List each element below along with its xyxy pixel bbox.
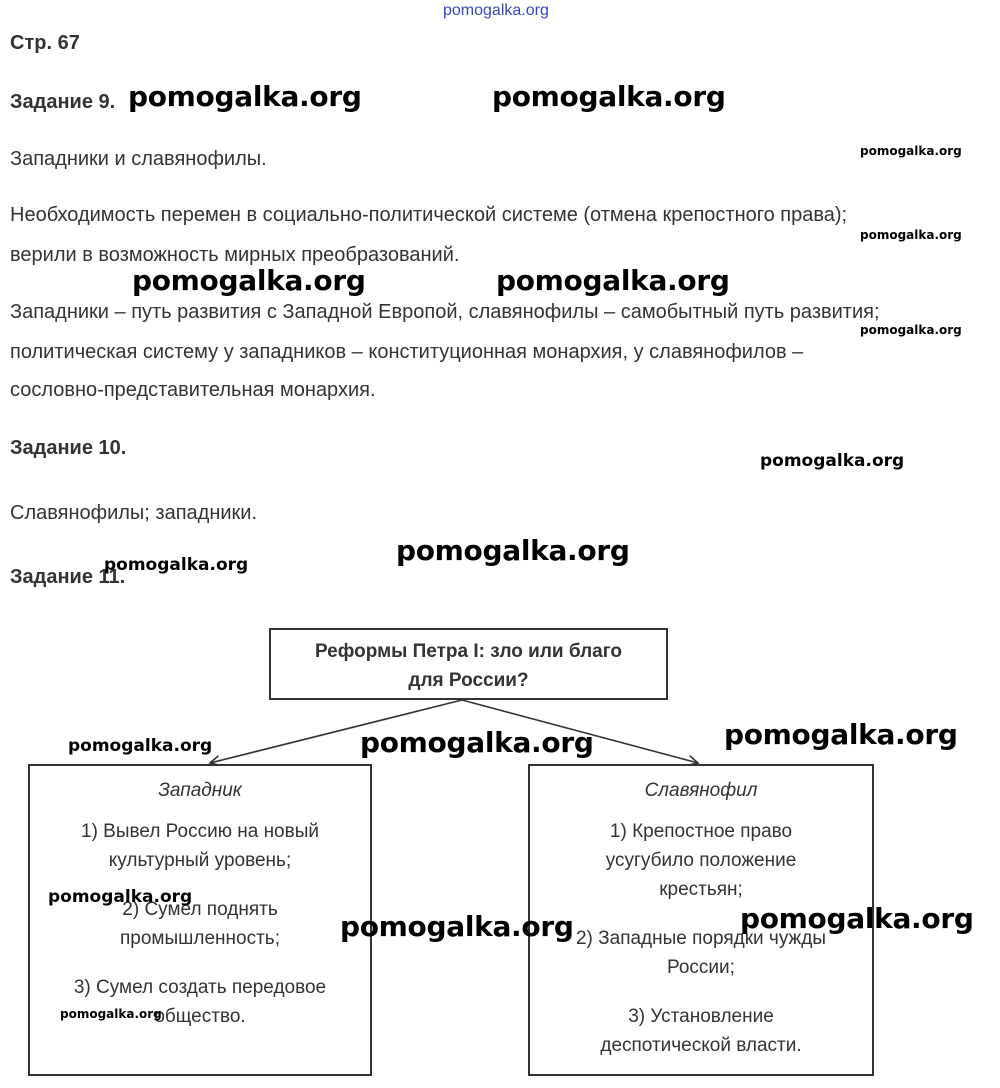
watermark-1: pomogalka.org [128, 80, 362, 113]
task9-heading: Задание 9. [10, 91, 116, 113]
slavophile-item-1-line-2: усугубило положение [605, 850, 797, 871]
watermark-10: pomogalka.org [104, 555, 249, 575]
watermark-2: pomogalka.org [492, 80, 726, 113]
westerner-title: Западник [158, 780, 242, 801]
watermark-12: pomogalka.org [68, 736, 213, 756]
diagram-title-line-2: для России? [408, 670, 529, 691]
watermark-14: pomogalka.org [48, 887, 193, 907]
westerner-box [28, 764, 372, 1076]
task10-heading: Задание 10. [10, 437, 127, 459]
watermark-15: pomogalka.org [740, 902, 974, 935]
westerner-item-1-line-1: 1) Вывел Россию на новый [81, 821, 319, 842]
watermark-11: pomogalka.org [724, 718, 958, 751]
page-label: Стр. 67 [10, 32, 80, 54]
slavophile-item-3 [530, 1002, 872, 1060]
watermark-5: pomogalka.org [132, 264, 366, 297]
watermark-3: pomogalka.org [860, 144, 962, 158]
task9-line-1: Западники и славянофилы. [10, 148, 267, 170]
westerner-item-1 [30, 817, 370, 875]
slavophile-title: Славянофил [644, 780, 758, 801]
task9-line-4: Западники – путь развития с Западной Европой, славянофилы – самобытный путь развития; [10, 301, 880, 323]
watermark-8: pomogalka.org [760, 451, 905, 471]
task11-heading: Задание 11. [10, 566, 126, 588]
westerner-item-3-line-2: общество. [154, 1006, 246, 1027]
task9-line-6: сословно-представительная монархия. [10, 379, 376, 401]
diagram-title-line-1: Реформы Петра I: зло или благо [314, 641, 623, 662]
watermark-9: pomogalka.org [396, 534, 630, 567]
watermark-17: pomogalka.org [60, 1007, 162, 1021]
watermark-4: pomogalka.org [860, 228, 962, 242]
westerner-item-2-line-2: промышленность; [120, 928, 280, 949]
slavophile-item-3-line-2: деспотической власти. [600, 1035, 802, 1056]
watermark-13: pomogalka.org [360, 726, 594, 759]
slavophile-item-2-line-2: России; [667, 957, 735, 978]
slavophile-item-1-line-3: крестьян; [659, 879, 743, 900]
task9-line-2: Необходимость перемен в социально-политической системе (отмена крепостного права); [10, 204, 848, 226]
slavophile-item-1 [530, 817, 872, 904]
site-watermark-top: pomogalka.org [443, 2, 549, 19]
westerner-item-3 [30, 973, 370, 1031]
slavophile-item-3-line-1: 3) Установление [628, 1006, 774, 1027]
watermark-6: pomogalka.org [496, 264, 730, 297]
slavophile-item-1-line-1: 1) Крепостное право [609, 821, 793, 842]
westerner-item-1-line-2: культурный уровень; [108, 850, 292, 871]
task9-line-3: верили в возможность мирных преобразований. [10, 244, 460, 266]
westerner-item-2-line-1: 2) Сумел поднять [122, 899, 278, 920]
slavophile-item-2-line-1: 2) Западные порядки чужды [575, 928, 826, 949]
task9-line-5: политическая систему у западников – конституционная монархия, у славянофилов – [10, 341, 804, 363]
westerner-item-3-line-1: 3) Сумел создать передовое [73, 977, 327, 998]
watermark-16: pomogalka.org [340, 910, 574, 943]
watermark-7: pomogalka.org [860, 323, 962, 337]
task10-answer: Славянофилы; западники. [10, 502, 258, 524]
